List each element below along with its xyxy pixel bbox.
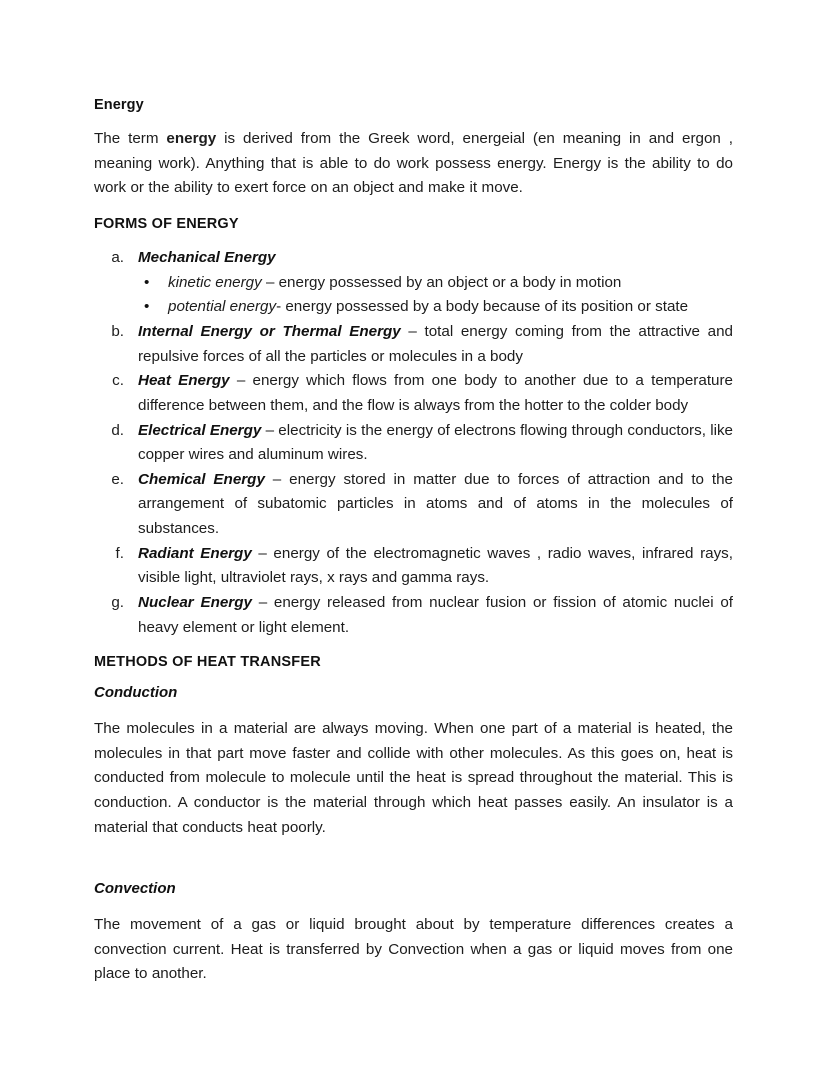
sub-item-term: kinetic energy: [168, 273, 262, 291]
list-marker: d.: [111, 421, 124, 439]
list-item-description: – energy which flows from one body to another due to a temperature difference between them, and the flow is always from the hotter to the colder body: [138, 372, 733, 414]
intro-bold-term: energy: [166, 130, 217, 148]
bullet-icon: •: [144, 298, 150, 316]
list-item-body: [138, 246, 733, 271]
document-content: [94, 96, 733, 987]
intro-text-after: is derived from the Greek word, energeial (en meaning in and ergon , meaning work). Anything that is able to do work possess energy. Energy is the ability to do work or the ability to exert force on an object and make it move.: [94, 130, 733, 197]
section-spacer: [94, 854, 733, 880]
list-item: [138, 295, 733, 320]
list-item-description: – electricity is the energy of electrons flowing through conductors, like copper wires and aluminum wires.: [138, 421, 733, 464]
list-item-term: Nuclear Energy: [138, 593, 252, 611]
list-item-body: [138, 369, 733, 418]
convection-heading: Convection: [94, 880, 176, 898]
list-marker: a.: [111, 249, 124, 267]
list-marker: c.: [112, 372, 124, 390]
list-item-body: [138, 320, 733, 369]
sub-item-term: potential energy: [168, 298, 277, 316]
methods-of-heat-transfer-heading: METHODS OF HEAT TRANSFER: [94, 654, 321, 671]
sub-item-description: - energy possessed by a body because of its position or state: [276, 298, 689, 316]
list-item: [94, 246, 733, 320]
list-item-description: – total energy coming from the attractive and repulsive forces of all the particles or molecules in a body: [138, 323, 733, 365]
list-marker: f.: [115, 544, 124, 562]
list-marker: g.: [111, 593, 124, 611]
forms-of-energy-heading: FORMS OF ENERGY: [94, 216, 239, 232]
list-item-body: [138, 591, 733, 640]
list-item-term: Internal Energy or Thermal Energy: [138, 323, 401, 340]
list-item-body: [138, 419, 733, 468]
list-item-term: Electrical Energy: [138, 421, 262, 439]
list-item: [94, 419, 733, 468]
list-item: [94, 468, 733, 542]
list-item-description: – energy of the electromagnetic waves , radio waves, infrared rays, visible light, ultraviolet rays, x rays and gamma rays.: [138, 544, 733, 587]
intro-paragraph: [94, 127, 733, 201]
sub-item-description: – energy possessed by an object or a body in motion: [261, 273, 622, 291]
forms-of-energy-list: [94, 246, 733, 640]
list-item-description: – energy released from nuclear fusion or fission of atomic nuclei of heavy element or light element.: [138, 593, 733, 636]
list-marker: e.: [111, 470, 124, 488]
list-item-body: [138, 542, 733, 591]
list-item-term: Mechanical Energy: [138, 249, 276, 267]
list-item-term: Heat Energy: [138, 372, 230, 390]
list-item-term: Radiant Energy: [138, 544, 252, 562]
conduction-heading: Conduction: [94, 684, 178, 702]
list-item-description: – energy stored in matter due to forces of attraction and to the arrangement of subatomic particles in atoms and of atoms in the molecules of substances.: [138, 470, 733, 537]
list-item-term: Chemical Energy: [138, 470, 265, 488]
list-item: [94, 591, 733, 640]
convection-paragraph: The movement of a gas or liquid brought about by temperature differences creates a convection current. Heat is transferred by Convection when a gas or liquid moves from one place to another.: [94, 915, 733, 983]
list-item: [94, 320, 733, 369]
list-item: [138, 271, 733, 296]
page-title: Energy: [94, 97, 144, 113]
list-item-body: [138, 468, 733, 542]
list-item: [94, 542, 733, 591]
sub-bullet-list: [138, 271, 733, 320]
conduction-paragraph: The molecules in a material are always moving. When one part of a material is heated, the molecules in that part move faster and collide with other molecules. As this goes on, heat is conducted from molecule to molecule until the heat is spread throughout the material. This is conduction. A conductor is the material through which heat passes easily. An insulator is a material that conducts heat poorly.: [94, 720, 733, 836]
list-item: [94, 369, 733, 418]
intro-text-before: The term: [94, 130, 167, 148]
list-marker: b.: [111, 323, 124, 340]
bullet-icon: •: [144, 273, 150, 291]
